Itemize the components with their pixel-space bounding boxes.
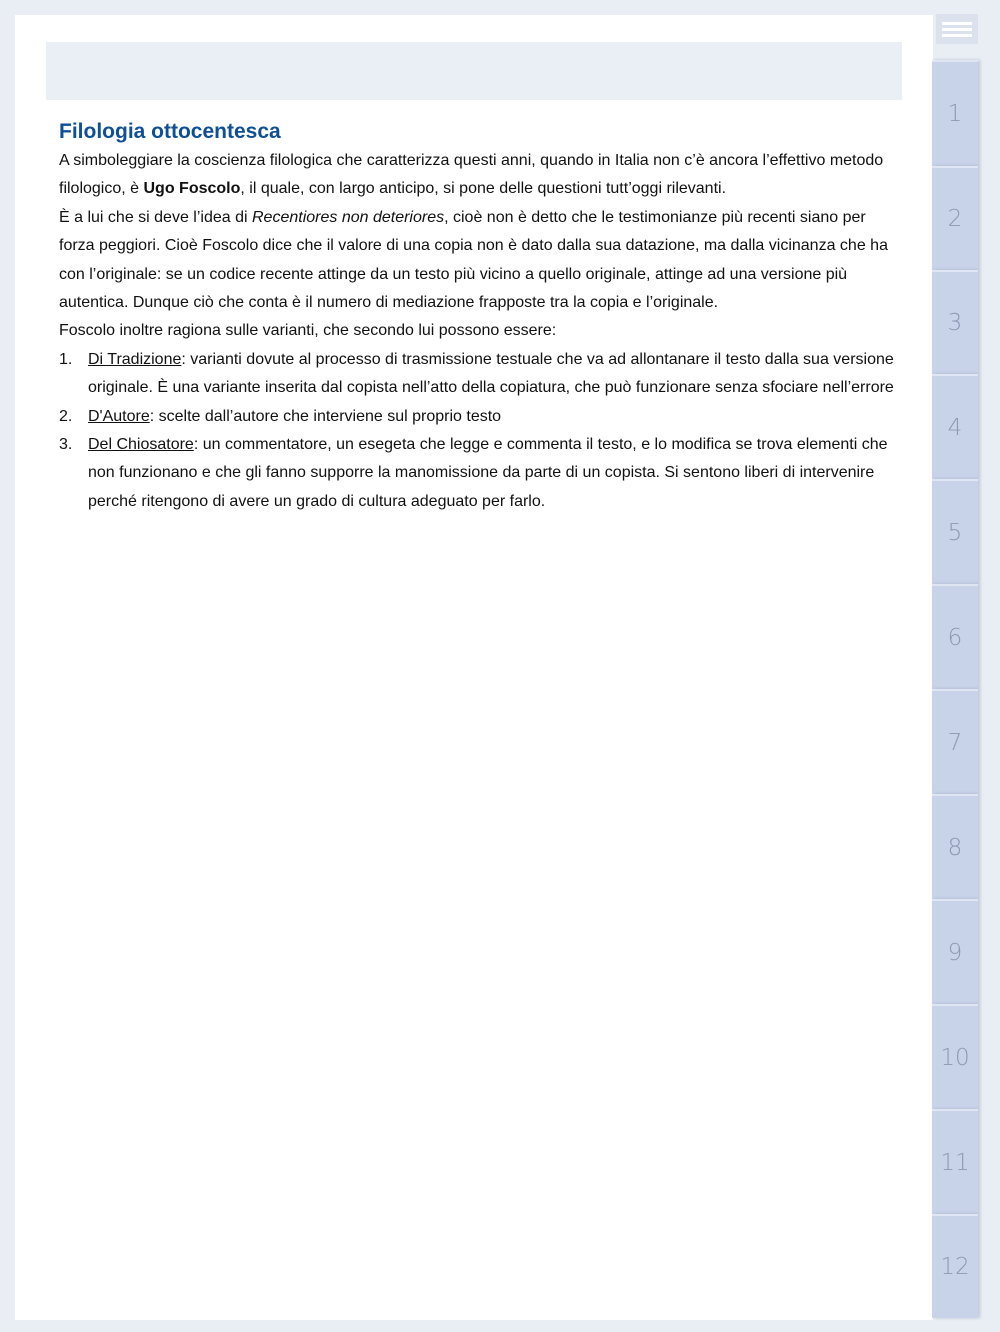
list-item bbox=[59, 403, 899, 431]
tab-page-12[interactable]: 12 bbox=[932, 1214, 978, 1318]
tab-page-7[interactable]: 7 bbox=[932, 689, 978, 794]
list-item-number: 2. bbox=[59, 407, 73, 425]
list-item-text: : un commentatore, un esegeta che legge e commenta il testo, e lo modifica se trova elementi che non funzionano e che gli fanno supporre la manomissione da parte di un copista. Si sentono liberi di intervenire perché ritengono di avere un grado di cultura adeguato per farlo. bbox=[88, 436, 888, 510]
list-item-text: : varianti dovute al processo di trasmissione testuale che va ad allontanare il testo dalla sua versione originale. È una variante inserita dal copista nell’atto della copiatura, che può funzionare senza sfociare nell’errore bbox=[88, 350, 894, 397]
tab-page-1[interactable]: 1 bbox=[932, 60, 978, 166]
paragraph-recentiores bbox=[59, 204, 899, 318]
tab-page-11[interactable]: 11 bbox=[932, 1109, 978, 1214]
paragraph-varianti: Foscolo inoltre ragiona sulle varianti, che secondo lui possono essere: bbox=[59, 322, 557, 340]
list-item-term: D'Autore bbox=[88, 407, 150, 425]
paragraph-intro-text-start: A simboleggiare la coscienza filologica che caratterizza questi anni, quando in Italia non c’è ancora l’effettivo metodo filologico, è bbox=[59, 152, 884, 198]
tab-page-5[interactable]: 5 bbox=[932, 479, 978, 584]
section-title: Filologia ottocentesca bbox=[59, 120, 281, 143]
tab-page-3[interactable]: 3 bbox=[932, 270, 978, 374]
list-item bbox=[59, 346, 899, 403]
tab-page-2[interactable]: 2 bbox=[932, 166, 978, 270]
paragraph-recentiores-text-end: , cioè non è detto che le testimonianze più recenti siano per forza peggiori. Cioè Foscolo dice che il valore di una copia non è dato dalla sua datazione, ma dalla vicinanza che ha con l’originale: se un codice recente attinge da un testo più vicino a quello originale, attinge ad una versione più autentica. Dunque ciò che conta è il numero di mediazione frapposte tra la copia e l’originale. bbox=[59, 208, 888, 312]
variants-list bbox=[59, 346, 899, 516]
tab-page-4[interactable]: 4 bbox=[932, 374, 978, 479]
hamburger-menu-icon-bar bbox=[942, 28, 972, 31]
page-content bbox=[59, 118, 899, 516]
tab-page-9[interactable]: 9 bbox=[932, 899, 978, 1004]
italic-latin-phrase: Recentiores non deteriores bbox=[252, 208, 445, 226]
page-header-band bbox=[46, 42, 902, 100]
tab-page-6[interactable]: 6 bbox=[932, 584, 978, 689]
list-item-term: Di Tradizione bbox=[88, 350, 182, 368]
tab-page-10[interactable]: 10 bbox=[932, 1004, 978, 1109]
list-item-term: Del Chiosatore bbox=[88, 436, 194, 454]
page-tabs bbox=[932, 60, 978, 1318]
bold-name: Ugo Foscolo bbox=[143, 180, 241, 198]
menu-button[interactable] bbox=[936, 14, 978, 44]
paragraph-intro-text-end: , il quale, con largo anticipo, si pone delle questioni tutt’oggi rilevanti. bbox=[240, 180, 727, 198]
list-item bbox=[59, 431, 899, 516]
paragraph-recentiores-text-start: È a lui che si deve l’idea di bbox=[59, 208, 252, 226]
hamburger-menu-icon bbox=[942, 22, 972, 25]
list-item-number: 3. bbox=[59, 436, 73, 454]
tab-page-8[interactable]: 8 bbox=[932, 794, 978, 899]
paragraph-intro bbox=[59, 147, 899, 204]
hamburger-menu-icon-bar bbox=[942, 34, 972, 37]
document-page bbox=[15, 15, 933, 1320]
list-item-text: : scelte dall’autore che interviene sul proprio testo bbox=[149, 407, 502, 425]
list-item-number: 1. bbox=[59, 350, 73, 368]
